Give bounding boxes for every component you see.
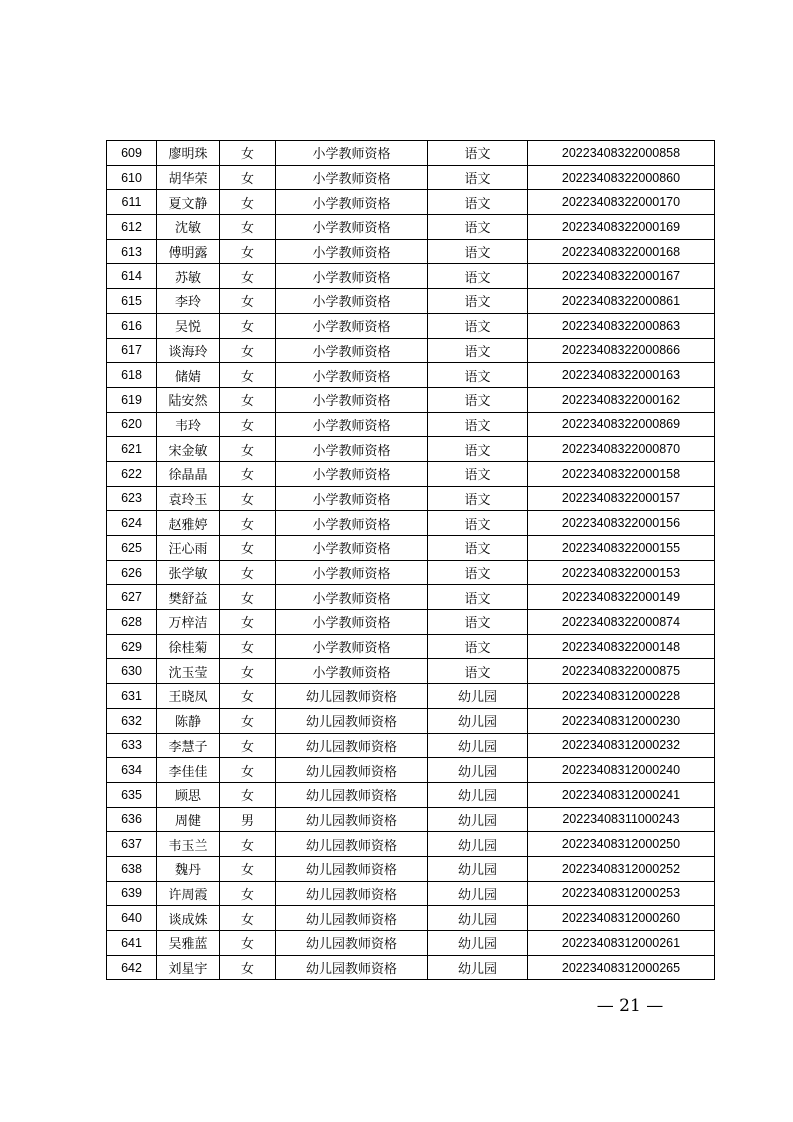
row-number-cell: 617 [107, 338, 157, 363]
certificate-number-cell: 20223408312000240 [528, 758, 715, 783]
subject-cell: 幼儿园 [428, 758, 528, 783]
table-row [107, 560, 715, 585]
certificate-type-cell: 小学教师资格 [276, 215, 428, 240]
subject-cell: 语文 [428, 634, 528, 659]
certificate-type-cell: 幼儿园教师资格 [276, 881, 428, 906]
name-cell: 沈玉莹 [157, 659, 220, 684]
table-row [107, 807, 715, 832]
certificate-type-cell: 幼儿园教师资格 [276, 684, 428, 709]
row-number-cell: 609 [107, 141, 157, 166]
sex-cell: 女 [220, 733, 276, 758]
row-number-cell: 625 [107, 536, 157, 561]
name-cell: 张学敏 [157, 560, 220, 585]
sex-cell: 女 [220, 634, 276, 659]
subject-cell: 语文 [428, 536, 528, 561]
certificate-number-cell: 20223408322000863 [528, 313, 715, 338]
subject-cell: 语文 [428, 437, 528, 462]
subject-cell: 语文 [428, 610, 528, 635]
certificate-number-cell: 20223408312000241 [528, 782, 715, 807]
table-row [107, 363, 715, 388]
table-row [107, 461, 715, 486]
row-number-cell: 624 [107, 511, 157, 536]
sex-cell: 女 [220, 215, 276, 240]
subject-cell: 语文 [428, 659, 528, 684]
certificate-number-cell: 20223408322000870 [528, 437, 715, 462]
sex-cell: 女 [220, 511, 276, 536]
certificate-number-cell: 20223408322000858 [528, 141, 715, 166]
certificate-type-cell: 幼儿园教师资格 [276, 955, 428, 980]
subject-cell: 语文 [428, 363, 528, 388]
sex-cell: 女 [220, 387, 276, 412]
sex-cell: 女 [220, 141, 276, 166]
table-row [107, 634, 715, 659]
subject-cell: 幼儿园 [428, 733, 528, 758]
certificate-number-cell: 20223408312000230 [528, 708, 715, 733]
table-row [107, 338, 715, 363]
table-row [107, 313, 715, 338]
sex-cell: 女 [220, 684, 276, 709]
certificate-type-cell: 小学教师资格 [276, 165, 428, 190]
table-row [107, 708, 715, 733]
name-cell: 许周霞 [157, 881, 220, 906]
row-number-cell: 635 [107, 782, 157, 807]
page-number: — 21 — [596, 996, 664, 1016]
table-row [107, 906, 715, 931]
certificate-number-cell: 20223408312000252 [528, 856, 715, 881]
certificate-type-cell: 幼儿园教师资格 [276, 782, 428, 807]
table-row [107, 239, 715, 264]
certificate-type-cell: 小学教师资格 [276, 659, 428, 684]
certificate-type-cell: 小学教师资格 [276, 511, 428, 536]
certificate-number-cell: 20223408322000869 [528, 412, 715, 437]
table-row [107, 141, 715, 166]
name-cell: 傅明露 [157, 239, 220, 264]
sex-cell: 女 [220, 610, 276, 635]
certificate-type-cell: 小学教师资格 [276, 289, 428, 314]
sex-cell: 女 [220, 536, 276, 561]
table-row [107, 782, 715, 807]
row-number-cell: 620 [107, 412, 157, 437]
sex-cell: 男 [220, 807, 276, 832]
row-number-cell: 613 [107, 239, 157, 264]
name-cell: 汪心雨 [157, 536, 220, 561]
subject-cell: 语文 [428, 289, 528, 314]
certificate-type-cell: 小学教师资格 [276, 634, 428, 659]
row-number-cell: 631 [107, 684, 157, 709]
sex-cell: 女 [220, 412, 276, 437]
sex-cell: 女 [220, 758, 276, 783]
certificate-type-cell: 小学教师资格 [276, 264, 428, 289]
row-number-cell: 640 [107, 906, 157, 931]
row-number-cell: 633 [107, 733, 157, 758]
sex-cell: 女 [220, 486, 276, 511]
table-row [107, 511, 715, 536]
certificate-type-cell: 小学教师资格 [276, 190, 428, 215]
subject-cell: 幼儿园 [428, 708, 528, 733]
certificate-type-cell: 小学教师资格 [276, 437, 428, 462]
row-number-cell: 636 [107, 807, 157, 832]
table-row [107, 931, 715, 956]
certificate-type-cell: 小学教师资格 [276, 486, 428, 511]
table-row [107, 486, 715, 511]
row-number-cell: 637 [107, 832, 157, 857]
subject-cell: 语文 [428, 190, 528, 215]
row-number-cell: 621 [107, 437, 157, 462]
subject-cell: 幼儿园 [428, 856, 528, 881]
certificate-type-cell: 小学教师资格 [276, 536, 428, 561]
sex-cell: 女 [220, 289, 276, 314]
name-cell: 袁玲玉 [157, 486, 220, 511]
certificate-number-cell: 20223408322000157 [528, 486, 715, 511]
subject-cell: 语文 [428, 313, 528, 338]
name-cell: 李慧子 [157, 733, 220, 758]
subject-cell: 语文 [428, 511, 528, 536]
certificate-type-cell: 小学教师资格 [276, 610, 428, 635]
table-row [107, 856, 715, 881]
certificate-number-cell: 20223408322000860 [528, 165, 715, 190]
certificate-number-cell: 20223408312000250 [528, 832, 715, 857]
row-number-cell: 610 [107, 165, 157, 190]
sex-cell: 女 [220, 782, 276, 807]
name-cell: 谈海玲 [157, 338, 220, 363]
row-number-cell: 615 [107, 289, 157, 314]
certificate-type-cell: 小学教师资格 [276, 313, 428, 338]
table-row [107, 412, 715, 437]
certificate-number-cell: 20223408322000875 [528, 659, 715, 684]
sex-cell: 女 [220, 659, 276, 684]
certificate-number-cell: 20223408322000866 [528, 338, 715, 363]
name-cell: 胡华荣 [157, 165, 220, 190]
name-cell: 谈成姝 [157, 906, 220, 931]
certificate-number-cell: 20223408322000163 [528, 363, 715, 388]
certificate-type-cell: 幼儿园教师资格 [276, 733, 428, 758]
certificate-type-cell: 小学教师资格 [276, 239, 428, 264]
sex-cell: 女 [220, 881, 276, 906]
name-cell: 吴雅蓝 [157, 931, 220, 956]
sex-cell: 女 [220, 437, 276, 462]
row-number-cell: 634 [107, 758, 157, 783]
subject-cell: 语文 [428, 387, 528, 412]
certificate-number-cell: 20223408312000228 [528, 684, 715, 709]
table-row [107, 659, 715, 684]
subject-cell: 语文 [428, 461, 528, 486]
subject-cell: 幼儿园 [428, 881, 528, 906]
row-number-cell: 627 [107, 585, 157, 610]
certificate-number-cell: 20223408322000169 [528, 215, 715, 240]
table-row [107, 190, 715, 215]
row-number-cell: 626 [107, 560, 157, 585]
certificate-type-cell: 幼儿园教师资格 [276, 906, 428, 931]
row-number-cell: 618 [107, 363, 157, 388]
table-row [107, 264, 715, 289]
table-row [107, 610, 715, 635]
name-cell: 李玲 [157, 289, 220, 314]
certificate-number-cell: 20223408312000253 [528, 881, 715, 906]
row-number-cell: 629 [107, 634, 157, 659]
name-cell: 徐桂菊 [157, 634, 220, 659]
sex-cell: 女 [220, 461, 276, 486]
table-body [107, 141, 715, 980]
certificate-type-cell: 幼儿园教师资格 [276, 758, 428, 783]
certificate-type-cell: 幼儿园教师资格 [276, 807, 428, 832]
row-number-cell: 638 [107, 856, 157, 881]
table-row [107, 881, 715, 906]
certificate-number-cell: 20223408312000261 [528, 931, 715, 956]
name-cell: 万梓洁 [157, 610, 220, 635]
name-cell: 周健 [157, 807, 220, 832]
certificate-number-cell: 20223408322000156 [528, 511, 715, 536]
row-number-cell: 623 [107, 486, 157, 511]
row-number-cell: 611 [107, 190, 157, 215]
certificate-number-cell: 20223408312000265 [528, 955, 715, 980]
row-number-cell: 639 [107, 881, 157, 906]
name-cell: 苏敏 [157, 264, 220, 289]
name-cell: 顾思 [157, 782, 220, 807]
name-cell: 樊舒益 [157, 585, 220, 610]
subject-cell: 语文 [428, 165, 528, 190]
subject-cell: 语文 [428, 338, 528, 363]
subject-cell: 幼儿园 [428, 782, 528, 807]
name-cell: 徐晶晶 [157, 461, 220, 486]
name-cell: 韦玲 [157, 412, 220, 437]
sex-cell: 女 [220, 832, 276, 857]
certificate-number-cell: 20223408322000155 [528, 536, 715, 561]
certificate-type-cell: 小学教师资格 [276, 141, 428, 166]
certificate-number-cell: 20223408322000149 [528, 585, 715, 610]
table-row [107, 536, 715, 561]
sex-cell: 女 [220, 906, 276, 931]
certificate-number-cell: 20223408322000162 [528, 387, 715, 412]
subject-cell: 语文 [428, 215, 528, 240]
certificate-number-cell: 20223408311000243 [528, 807, 715, 832]
table-row [107, 165, 715, 190]
table-row [107, 289, 715, 314]
subject-cell: 语文 [428, 264, 528, 289]
certificate-type-cell: 小学教师资格 [276, 461, 428, 486]
table-row [107, 733, 715, 758]
subject-cell: 幼儿园 [428, 684, 528, 709]
sex-cell: 女 [220, 338, 276, 363]
sex-cell: 女 [220, 955, 276, 980]
name-cell: 王晓凤 [157, 684, 220, 709]
name-cell: 储婧 [157, 363, 220, 388]
sex-cell: 女 [220, 931, 276, 956]
name-cell: 李佳佳 [157, 758, 220, 783]
sex-cell: 女 [220, 264, 276, 289]
name-cell: 魏丹 [157, 856, 220, 881]
name-cell: 廖明珠 [157, 141, 220, 166]
name-cell: 陆安然 [157, 387, 220, 412]
sex-cell: 女 [220, 560, 276, 585]
certificate-number-cell: 20223408322000148 [528, 634, 715, 659]
sex-cell: 女 [220, 585, 276, 610]
certificate-type-cell: 幼儿园教师资格 [276, 856, 428, 881]
certificate-number-cell: 20223408322000153 [528, 560, 715, 585]
subject-cell: 幼儿园 [428, 955, 528, 980]
subject-cell: 语文 [428, 141, 528, 166]
certificate-number-cell: 20223408322000168 [528, 239, 715, 264]
name-cell: 赵雅婷 [157, 511, 220, 536]
row-number-cell: 642 [107, 955, 157, 980]
sex-cell: 女 [220, 856, 276, 881]
row-number-cell: 616 [107, 313, 157, 338]
sex-cell: 女 [220, 363, 276, 388]
name-cell: 吴悦 [157, 313, 220, 338]
certificate-type-cell: 小学教师资格 [276, 585, 428, 610]
sex-cell: 女 [220, 190, 276, 215]
row-number-cell: 622 [107, 461, 157, 486]
row-number-cell: 614 [107, 264, 157, 289]
subject-cell: 语文 [428, 560, 528, 585]
subject-cell: 幼儿园 [428, 807, 528, 832]
table-row [107, 215, 715, 240]
subject-cell: 语文 [428, 239, 528, 264]
certificate-type-cell: 小学教师资格 [276, 412, 428, 437]
certificate-number-cell: 20223408322000170 [528, 190, 715, 215]
certificate-type-cell: 小学教师资格 [276, 560, 428, 585]
certificate-type-cell: 幼儿园教师资格 [276, 832, 428, 857]
subject-cell: 语文 [428, 412, 528, 437]
certificate-number-cell: 20223408312000260 [528, 906, 715, 931]
sex-cell: 女 [220, 239, 276, 264]
certificate-type-cell: 小学教师资格 [276, 387, 428, 412]
name-cell: 韦玉兰 [157, 832, 220, 857]
row-number-cell: 628 [107, 610, 157, 635]
sex-cell: 女 [220, 165, 276, 190]
row-number-cell: 630 [107, 659, 157, 684]
certificate-type-cell: 幼儿园教师资格 [276, 931, 428, 956]
table-row [107, 387, 715, 412]
table-row [107, 758, 715, 783]
table-row [107, 585, 715, 610]
row-number-cell: 612 [107, 215, 157, 240]
certificate-number-cell: 20223408322000874 [528, 610, 715, 635]
name-cell: 沈敏 [157, 215, 220, 240]
certificate-type-cell: 幼儿园教师资格 [276, 708, 428, 733]
subject-cell: 语文 [428, 486, 528, 511]
sex-cell: 女 [220, 708, 276, 733]
teacher-certificate-table [106, 140, 715, 980]
subject-cell: 幼儿园 [428, 832, 528, 857]
subject-cell: 幼儿园 [428, 931, 528, 956]
certificate-type-cell: 小学教师资格 [276, 338, 428, 363]
name-cell: 刘星宇 [157, 955, 220, 980]
sex-cell: 女 [220, 313, 276, 338]
name-cell: 陈静 [157, 708, 220, 733]
table-row [107, 437, 715, 462]
row-number-cell: 619 [107, 387, 157, 412]
certificate-number-cell: 20223408322000861 [528, 289, 715, 314]
certificate-number-cell: 20223408322000158 [528, 461, 715, 486]
name-cell: 夏文静 [157, 190, 220, 215]
table-row [107, 684, 715, 709]
subject-cell: 幼儿园 [428, 906, 528, 931]
row-number-cell: 632 [107, 708, 157, 733]
certificate-type-cell: 小学教师资格 [276, 363, 428, 388]
certificate-number-cell: 20223408322000167 [528, 264, 715, 289]
certificate-number-cell: 20223408312000232 [528, 733, 715, 758]
subject-cell: 语文 [428, 585, 528, 610]
table-row [107, 955, 715, 980]
table-row [107, 832, 715, 857]
row-number-cell: 641 [107, 931, 157, 956]
name-cell: 宋金敏 [157, 437, 220, 462]
